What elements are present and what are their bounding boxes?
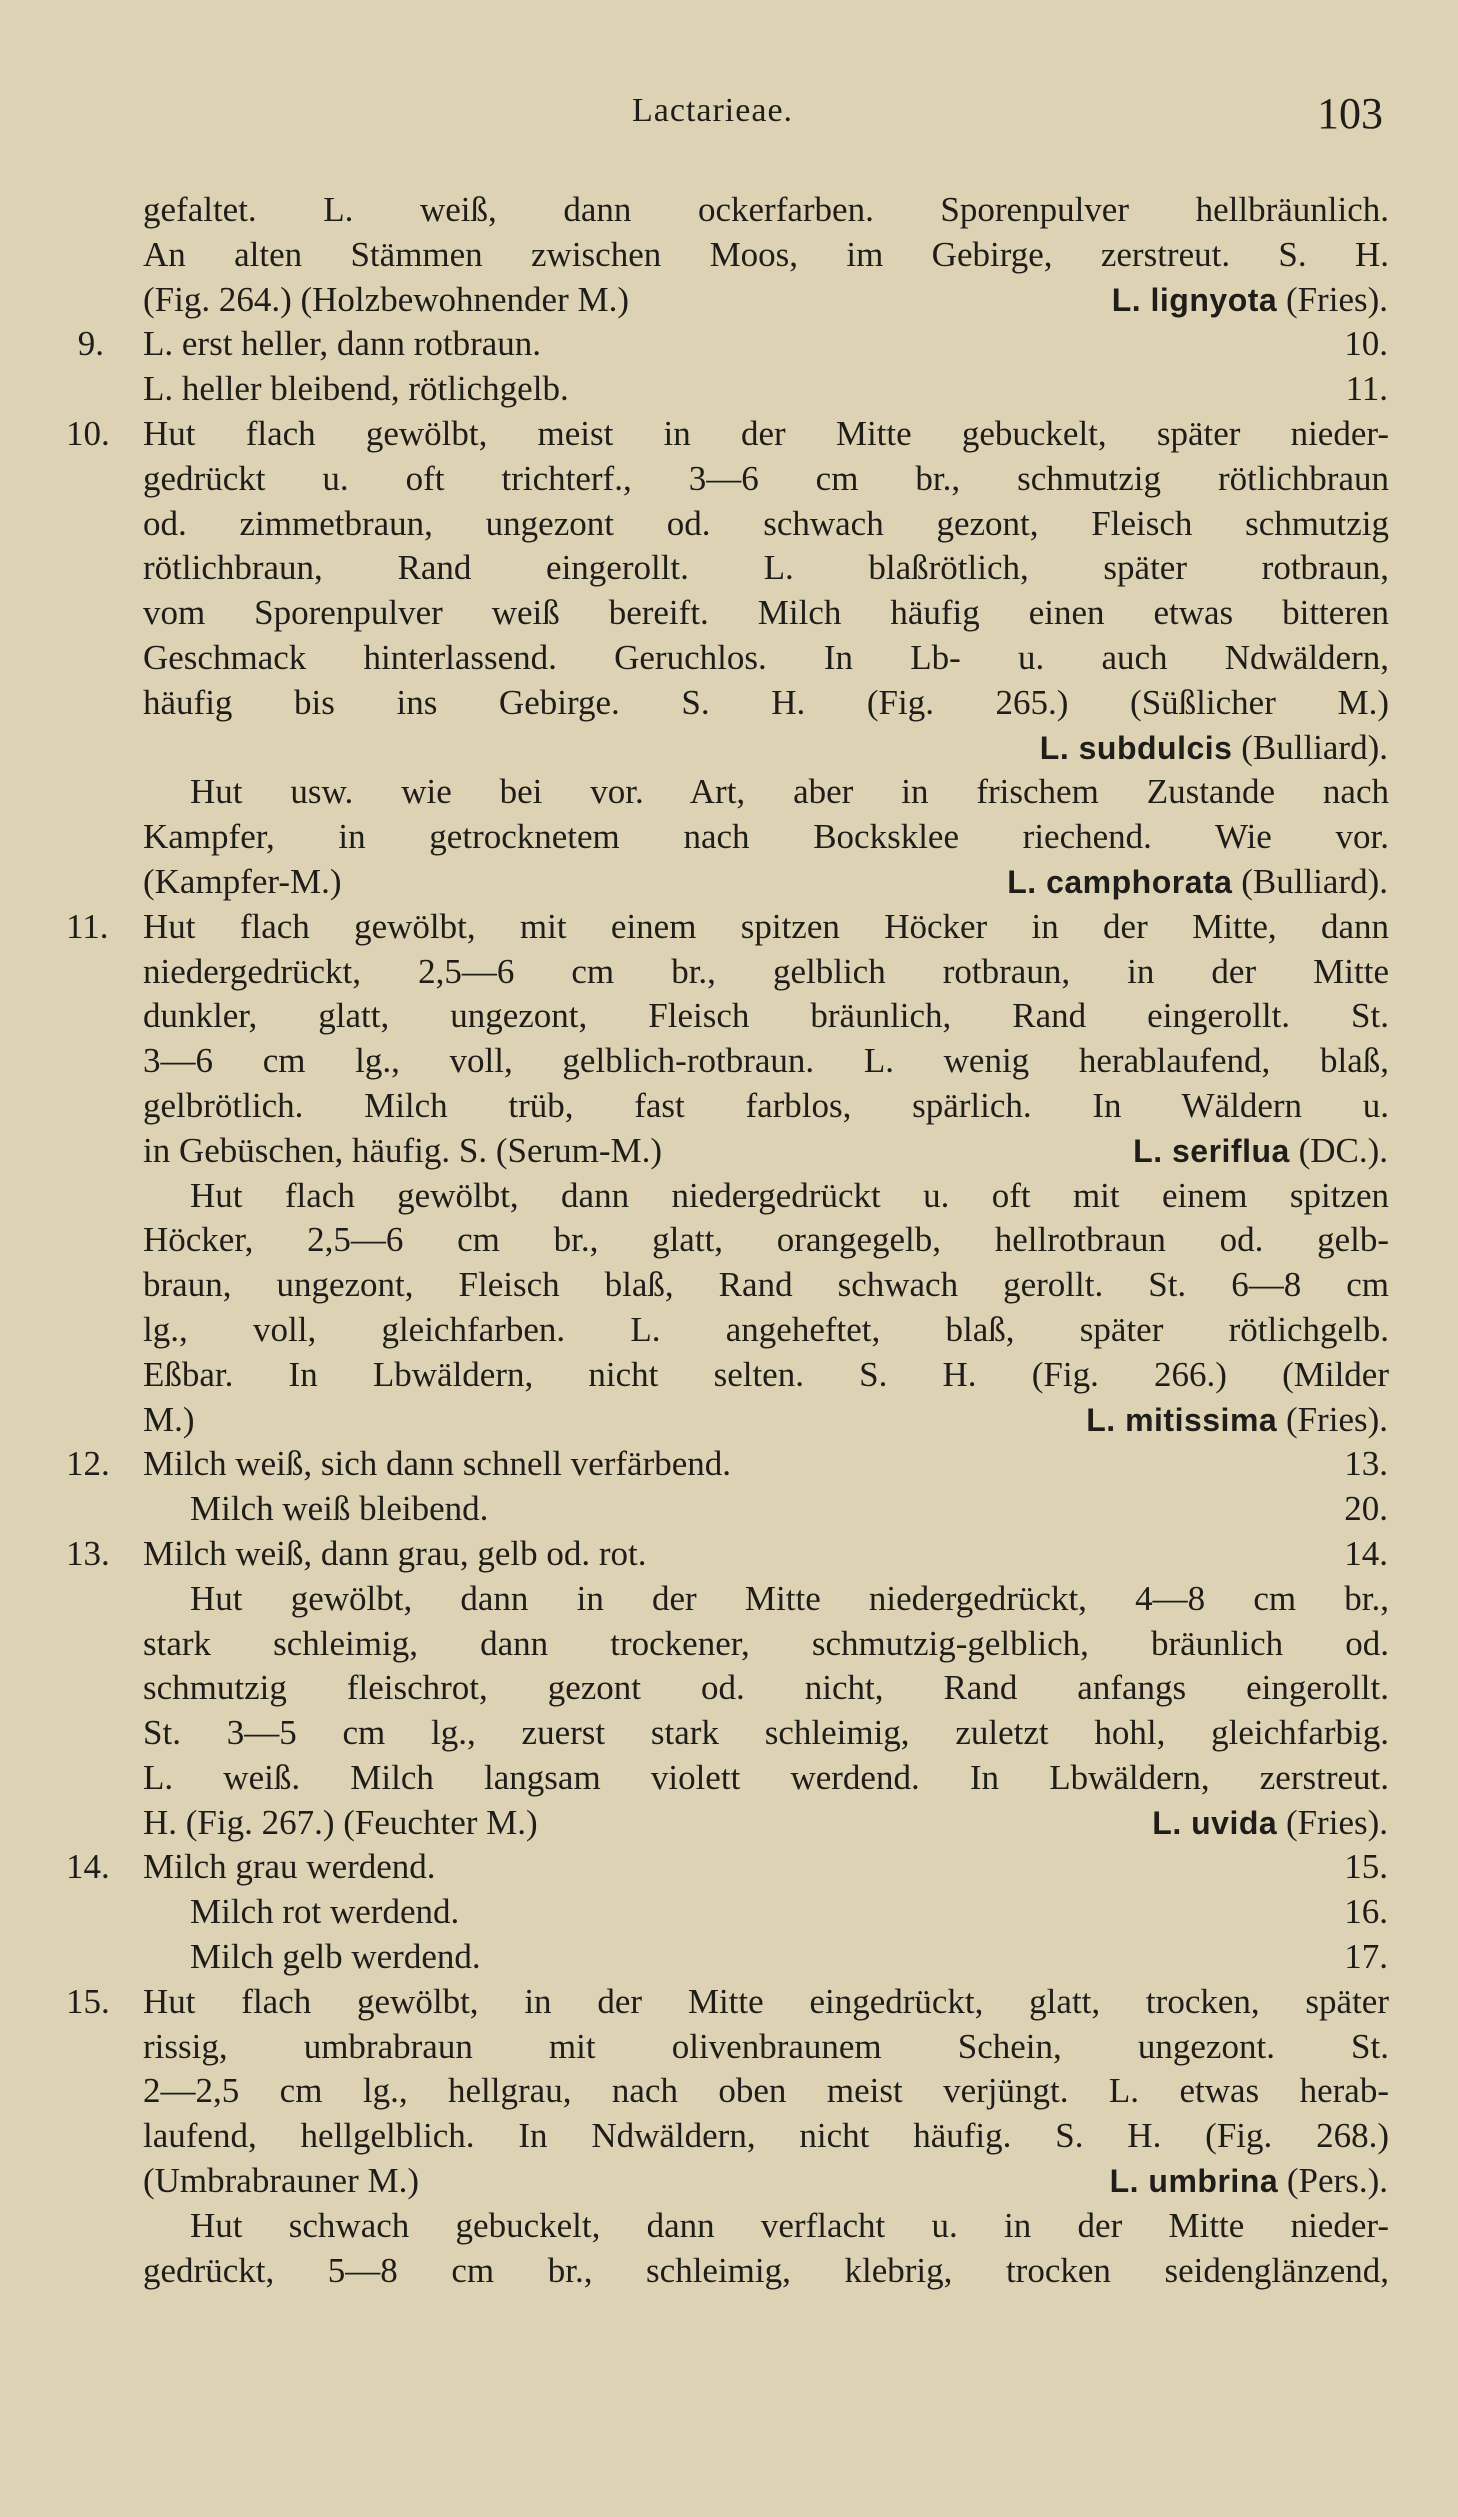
line-text: L. heller bleibend, rötlichgelb. <box>143 369 569 409</box>
key-line <box>0 2069 1458 2114</box>
key-line <box>0 322 1458 367</box>
line-text: H. (Fig. 267.) (Feuchter M.) <box>143 1802 538 1842</box>
key-line <box>0 1218 1458 1263</box>
key-line <box>0 1935 1458 1980</box>
line-text: rötlichbraun, Rand eingerollt. L. blaßrötlich, später rotbraun, <box>143 548 1389 588</box>
line-text: Milch rot werdend. <box>190 1892 460 1932</box>
species-name <box>1112 278 1388 323</box>
line-text: 2—2,5 cm lg., hellgrau, nach oben meist verjüngt. L. etwas herab- <box>143 2071 1389 2111</box>
key-line <box>0 1039 1458 1084</box>
key-text-body <box>0 188 1458 2293</box>
key-line <box>0 188 1458 233</box>
key-line <box>0 2204 1458 2249</box>
species-author: (Bulliard). <box>1232 861 1388 901</box>
species-author: (Bulliard). <box>1232 727 1388 767</box>
line-text: (Kampfer-M.) <box>143 861 342 901</box>
key-line <box>0 1666 1458 1711</box>
key-line <box>0 1263 1458 1308</box>
key-line <box>0 815 1458 860</box>
line-text: in Gebüschen, häufig. S. (Serum-M.) <box>143 1130 663 1170</box>
key-line <box>0 1801 1458 1846</box>
key-line <box>0 636 1458 681</box>
key-line <box>0 2025 1458 2070</box>
line-text: dunkler, glatt, ungezont, Fleisch bräunlich, Rand eingerollt. St. <box>143 996 1389 1036</box>
line-text: L. weiß. Milch langsam violett werdend. In Lbwäldern, zerstreut. <box>143 1757 1389 1797</box>
species-author: (Fries). <box>1277 1802 1388 1842</box>
key-line <box>0 591 1458 636</box>
line-text: Kampfer, in getrocknetem nach Bocksklee riechend. Wie vor. <box>143 817 1389 857</box>
line-text: braun, ungezont, Fleisch blaß, Rand schwach gerollt. St. 6—8 cm <box>143 1265 1389 1305</box>
species-name <box>1086 1398 1388 1443</box>
couplet-reference: 20. <box>1344 1489 1388 1529</box>
line-text: 3—6 cm lg., voll, gelblich-rotbraun. L. wenig herablaufend, blaß, <box>143 1041 1389 1081</box>
key-line <box>0 1532 1458 1577</box>
line-text: häufig bis ins Gebirge. S. H. (Fig. 265.) (Süßlicher M.) <box>143 682 1389 722</box>
key-line <box>0 546 1458 591</box>
line-text: gedrückt, 5—8 cm br., schleimig, klebrig, trocken seidenglänzend, <box>143 2250 1389 2290</box>
couplet-number: 12. <box>66 1444 110 1484</box>
key-line <box>0 681 1458 726</box>
species-binomial: L. subdulcis <box>1039 729 1233 766</box>
couplet-reference: 15. <box>1344 1847 1388 1887</box>
key-line <box>0 502 1458 547</box>
page-number: 103 <box>1317 89 1383 138</box>
line-text: St. 3—5 cm lg., zuerst stark schleimig, zuletzt hohl, gleichfarbig. <box>143 1713 1389 1753</box>
couplet-reference: 10. <box>1344 324 1388 364</box>
line-text: rissig, umbrabraun mit olivenbraunem Schein, ungezont. St. <box>143 2026 1389 2066</box>
key-line <box>0 233 1458 278</box>
key-line <box>0 905 1458 950</box>
couplet-number: 11. <box>66 906 109 946</box>
key-line <box>0 278 1458 323</box>
key-line <box>0 1398 1458 1443</box>
key-line <box>0 950 1458 995</box>
key-line <box>0 1622 1458 1667</box>
couplet-number: 15. <box>66 1981 110 2021</box>
line-text: gedrückt u. oft trichterf., 3—6 cm br., schmutzig rötlichbraun <box>143 458 1389 498</box>
line-text: Hut usw. wie bei vor. Art, aber in frischem Zustande nach <box>190 772 1389 812</box>
species-author: (Fries). <box>1277 1399 1388 1439</box>
key-line <box>0 2249 1458 2294</box>
line-text: Milch gelb werdend. <box>190 1937 481 1977</box>
couplet-reference: 14. <box>1344 1533 1388 1573</box>
species-binomial: L. seriflua <box>1133 1132 1290 1169</box>
key-line <box>0 994 1458 1039</box>
species-author: (Pers.). <box>1278 2161 1388 2201</box>
line-text: od. zimmetbraun, ungezont od. schwach gezont, Fleisch schmutzig <box>143 503 1389 543</box>
key-line <box>0 412 1458 457</box>
line-text: Hut gewölbt, dann in der Mitte niedergedrückt, 4—8 cm br., <box>190 1578 1389 1618</box>
line-text: Hut flach gewölbt, mit einem spitzen Höcker in der Mitte, dann <box>143 906 1389 946</box>
line-text: M.) <box>143 1399 195 1439</box>
key-line <box>0 457 1458 502</box>
key-line <box>0 2114 1458 2159</box>
key-line <box>0 1442 1458 1487</box>
key-line <box>0 1129 1458 1174</box>
species-name <box>1152 1801 1388 1846</box>
key-line <box>0 1890 1458 1935</box>
couplet-number: 10. <box>66 413 110 453</box>
species-name <box>1040 726 1388 771</box>
key-line <box>0 726 1458 771</box>
running-title: Lactarieae. <box>632 92 794 129</box>
line-text: laufend, hellgelblich. In Ndwäldern, nicht häufig. S. H. (Fig. 268.) <box>143 2116 1389 2156</box>
key-line <box>0 1980 1458 2025</box>
species-name <box>1007 860 1388 905</box>
species-binomial: L. lignyota <box>1111 281 1278 318</box>
line-text: lg., voll, gleichfarben. L. angeheftet, blaß, später rötlichgelb. <box>143 1309 1389 1349</box>
key-line <box>0 367 1458 412</box>
species-binomial: L. uvida <box>1152 1804 1278 1841</box>
key-line <box>0 2159 1458 2204</box>
page-header <box>0 88 1458 144</box>
line-text: Eßbar. In Lbwäldern, nicht selten. S. H. (Fig. 266.) (Milder <box>143 1354 1389 1394</box>
key-line <box>0 1308 1458 1353</box>
line-text: (Umbrabrauner M.) <box>143 2161 420 2201</box>
couplet-number: 9. <box>77 324 104 364</box>
line-text: Milch weiß, dann grau, gelb od. rot. <box>143 1533 647 1573</box>
species-binomial: L. umbrina <box>1109 2163 1279 2200</box>
species-name <box>1133 1129 1388 1174</box>
line-text: (Fig. 264.) (Holzbewohnender M.) <box>143 279 630 319</box>
couplet-reference: 13. <box>1344 1444 1388 1484</box>
key-line <box>0 1353 1458 1398</box>
line-text: Hut flach gewölbt, in der Mitte eingedrückt, glatt, trocken, später <box>143 1981 1389 2021</box>
key-line <box>0 1174 1458 1219</box>
line-text: Hut flach gewölbt, dann niedergedrückt u. oft mit einem spitzen <box>190 1175 1389 1215</box>
couplet-number: 13. <box>66 1533 110 1573</box>
species-binomial: L. camphorata <box>1007 863 1233 900</box>
line-text: An alten Stämmen zwischen Moos, im Gebirge, zerstreut. S. H. <box>143 234 1389 274</box>
key-line <box>0 860 1458 905</box>
key-line <box>0 1487 1458 1532</box>
key-line <box>0 1845 1458 1890</box>
line-text: gefaltet. L. weiß, dann ockerfarben. Sporenpulver hellbräunlich. <box>143 190 1389 229</box>
line-text: L. erst heller, dann rotbraun. <box>143 324 542 364</box>
line-text: Geschmack hinterlassend. Geruchlos. In Lb- u. auch Ndwäldern, <box>143 637 1389 677</box>
couplet-number: 14. <box>66 1847 110 1887</box>
key-line <box>0 770 1458 815</box>
species-author: (Fries). <box>1277 279 1388 319</box>
line-text: schmutzig fleischrot, gezont od. nicht, Rand anfangs eingerollt. <box>143 1668 1389 1708</box>
species-author: (DC.). <box>1289 1130 1388 1170</box>
line-text: stark schleimig, dann trockener, schmutzig-gelblich, bräunlich od. <box>143 1623 1389 1663</box>
line-text: Milch weiß bleibend. <box>190 1489 489 1529</box>
key-line <box>0 1084 1458 1129</box>
couplet-reference: 17. <box>1344 1937 1388 1977</box>
line-text: niedergedrückt, 2,5—6 cm br., gelblich rotbraun, in der Mitte <box>143 951 1389 991</box>
species-binomial: L. mitissima <box>1086 1401 1278 1438</box>
couplet-reference: 11. <box>1345 369 1388 409</box>
line-text: Milch grau werdend. <box>143 1847 436 1887</box>
key-line <box>0 1756 1458 1801</box>
line-text: gelbrötlich. Milch trüb, fast farblos, spärlich. In Wäldern u. <box>143 1085 1389 1125</box>
line-text: Hut schwach gebuckelt, dann verflacht u. in der Mitte nieder- <box>190 2205 1389 2245</box>
species-name <box>1110 2159 1388 2204</box>
key-line <box>0 1577 1458 1622</box>
line-text: vom Sporenpulver weiß bereift. Milch häufig einen etwas bitteren <box>143 593 1389 633</box>
key-line <box>0 1711 1458 1756</box>
line-text: Höcker, 2,5—6 cm br., glatt, orangegelb, hellrotbraun od. gelb- <box>143 1220 1389 1260</box>
couplet-reference: 16. <box>1344 1892 1388 1932</box>
line-text: Hut flach gewölbt, meist in der Mitte gebuckelt, später nieder- <box>143 413 1389 453</box>
line-text: Milch weiß, sich dann schnell verfärbend. <box>143 1444 732 1484</box>
